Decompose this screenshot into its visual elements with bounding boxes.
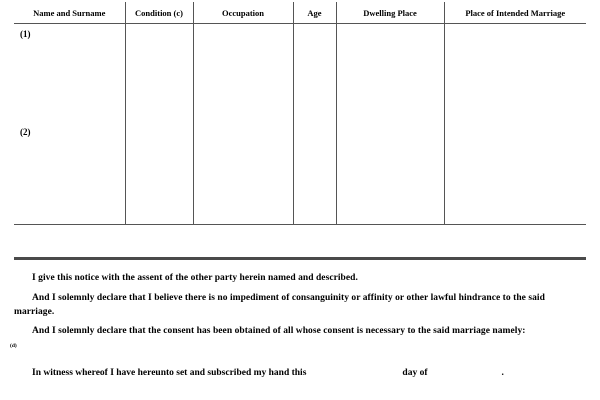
- column-header-name: Name and Surname: [14, 2, 125, 23]
- declaration-no-impediment: And I solemnly declare that I believe there is no impediment of consanguinity or affinity or other lawful hindrance to the said marriage.: [14, 292, 545, 317]
- cell-name-1[interactable]: (1): [14, 23, 125, 122]
- cell-place-1[interactable]: [444, 23, 586, 122]
- column-header-condition: Condition (c): [125, 2, 193, 23]
- table-bottom-rule: [14, 257, 586, 260]
- column-header-age: Age: [293, 2, 336, 23]
- witness-day-label: day of: [402, 368, 428, 378]
- declarations-block: [14, 272, 586, 341]
- cell-age-2[interactable]: [293, 122, 336, 225]
- cell-occupation-1[interactable]: [193, 23, 293, 122]
- particulars-table: [14, 2, 586, 225]
- column-header-place-of-intended-marriage: Place of Intended Marriage: [444, 2, 586, 23]
- cell-condition-1[interactable]: [125, 23, 193, 122]
- witness-statement: [32, 368, 586, 378]
- column-header-dwelling-place: Dwelling Place: [336, 2, 444, 23]
- cell-place-2[interactable]: [444, 122, 586, 225]
- cell-occupation-2[interactable]: [193, 122, 293, 225]
- cell-dwelling-1[interactable]: [336, 23, 444, 122]
- declaration-consent: And I solemnly declare that the consent has been obtained of all whose consent is necessary to the said marriage namely:: [32, 326, 526, 337]
- table-header-row: [14, 2, 586, 23]
- cell-condition-2[interactable]: [125, 122, 193, 225]
- cell-name-2[interactable]: (2): [14, 122, 125, 225]
- witness-lead-text: In witness whereof I have hereunto set and subscribed my hand this: [32, 368, 307, 378]
- table-row: [14, 23, 586, 122]
- cell-age-1[interactable]: [293, 23, 336, 122]
- table-row: [14, 122, 586, 225]
- witness-trailing-period: .: [501, 368, 504, 378]
- column-header-occupation: Occupation: [193, 2, 293, 23]
- footnote-mark-d: (d): [10, 343, 17, 349]
- cell-dwelling-2[interactable]: [336, 122, 444, 225]
- declaration-assent: I give this notice with the assent of the other party herein named and described.: [32, 273, 358, 283]
